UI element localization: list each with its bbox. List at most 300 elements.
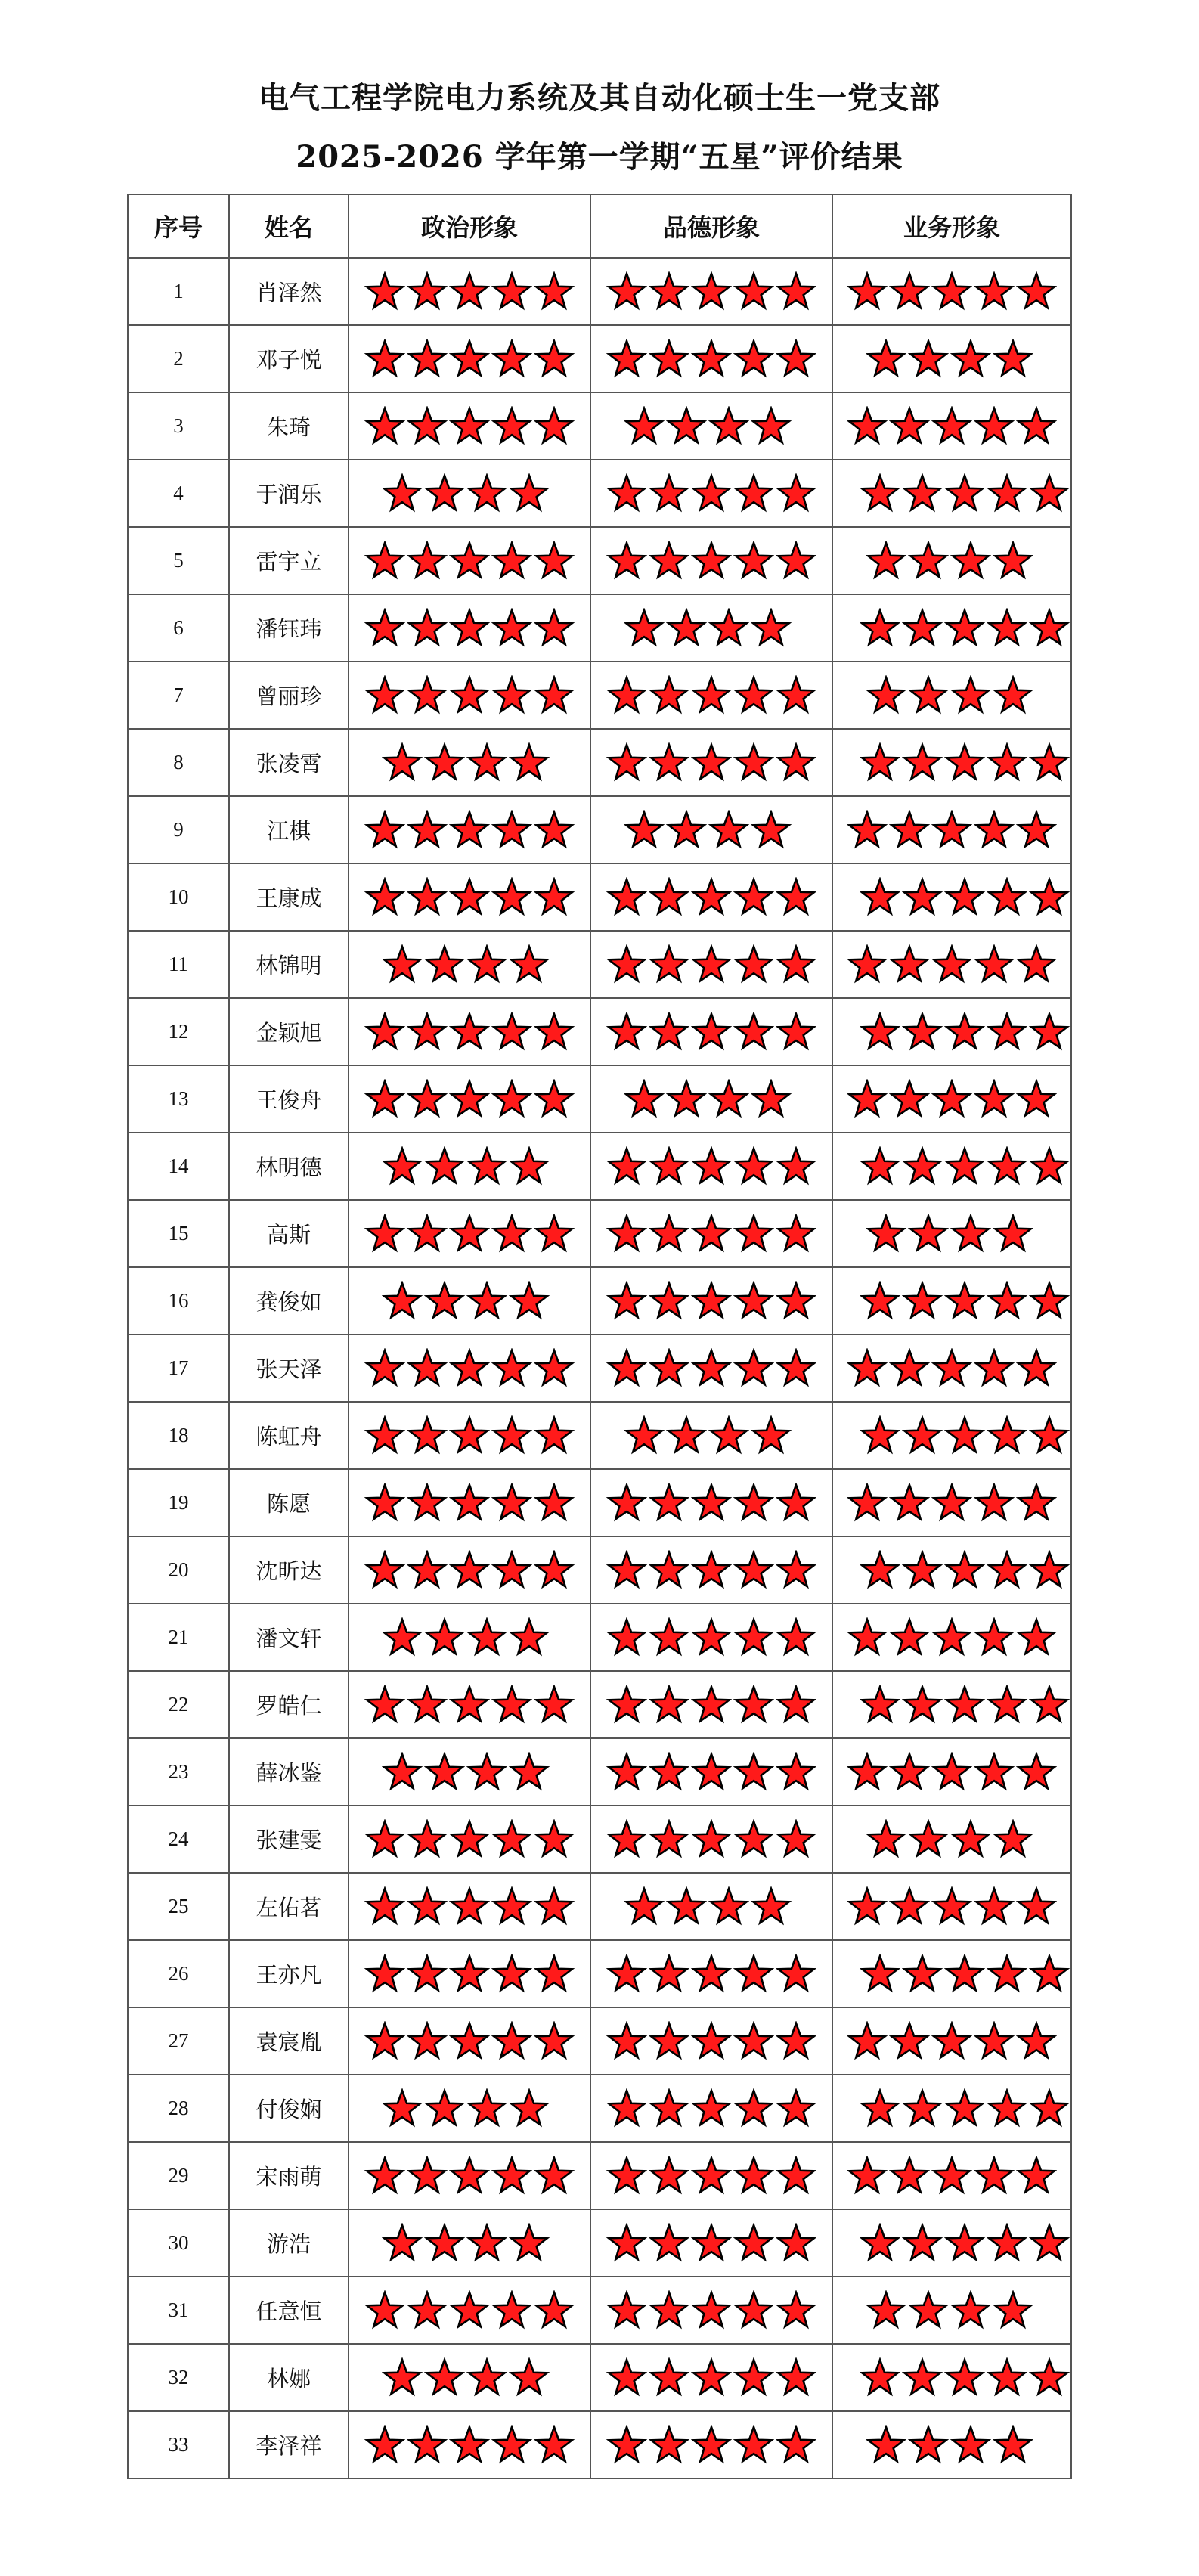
red-star-icon: [860, 473, 900, 514]
rating-political: [349, 1671, 590, 1738]
red-star-icon: [751, 406, 792, 447]
red-star-icon: [466, 2088, 507, 2129]
star-rating-moral: [591, 1672, 832, 1737]
star-rating-moral: [591, 2143, 832, 2209]
red-star-icon: [691, 2021, 732, 2062]
red-star-icon: [866, 2425, 906, 2466]
red-star-icon: [509, 1281, 550, 1322]
red-star-icon: [491, 1954, 532, 1995]
red-star-icon: [1029, 877, 1070, 918]
star-rating-moral: [591, 1268, 832, 1334]
star-rating-moral: [591, 932, 832, 997]
red-star-icon: [491, 2021, 532, 2062]
red-star-icon: [691, 271, 732, 312]
red-star-icon: [449, 406, 490, 447]
red-star-icon: [649, 2021, 689, 2062]
star-rating-moral: [591, 1941, 832, 2007]
star-rating-professional: [833, 1537, 1070, 1603]
red-star-icon: [944, 877, 985, 918]
red-star-icon: [649, 541, 689, 581]
red-star-icon: [649, 2088, 689, 2129]
red-star-icon: [449, 1348, 490, 1389]
star-rating-moral: [591, 595, 832, 661]
red-star-icon: [606, 2088, 647, 2129]
red-star-icon: [691, 877, 732, 918]
red-star-icon: [974, 1752, 1015, 1793]
red-star-icon: [1016, 271, 1057, 312]
red-star-icon: [491, 271, 532, 312]
rating-political: [349, 594, 590, 662]
red-star-icon: [364, 541, 405, 581]
rating-professional: [832, 998, 1071, 1065]
star-rating-moral: [591, 662, 832, 728]
red-star-icon: [860, 2088, 900, 2129]
red-star-icon: [364, 675, 405, 716]
red-star-icon: [860, 1146, 900, 1187]
member-name: 陈愿: [229, 1469, 349, 1536]
red-star-icon: [534, 1685, 575, 1725]
red-star-icon: [606, 1012, 647, 1052]
red-star-icon: [649, 1617, 689, 1658]
red-star-icon: [1016, 1886, 1057, 1927]
star-rating-moral: [591, 2412, 832, 2478]
rating-political: [349, 1065, 590, 1133]
star-rating-moral: [591, 2277, 832, 2343]
red-star-icon: [776, 675, 816, 716]
red-star-icon: [860, 2223, 900, 2264]
red-star-icon: [847, 1752, 888, 1793]
member-name: 林锦明: [229, 931, 349, 998]
table-row: [128, 2411, 1071, 2478]
red-star-icon: [534, 877, 575, 918]
star-rating-professional: [833, 797, 1070, 863]
red-star-icon: [534, 1079, 575, 1120]
star-rating-professional: [833, 460, 1070, 526]
red-star-icon: [534, 1348, 575, 1389]
star-rating-political: [349, 730, 590, 795]
red-star-icon: [666, 1079, 707, 1120]
red-star-icon: [606, 1146, 647, 1187]
star-rating-moral: [591, 1403, 832, 1468]
red-star-icon: [847, 1617, 888, 1658]
row-number: 17: [128, 1334, 229, 1402]
red-star-icon: [691, 2290, 732, 2331]
red-star-icon: [691, 2425, 732, 2466]
rating-moral: [590, 258, 832, 325]
member-name: 朱琦: [229, 392, 349, 460]
red-star-icon: [931, 1348, 972, 1389]
row-number: 20: [128, 1536, 229, 1604]
star-rating-moral: [591, 460, 832, 526]
row-number: 2: [128, 325, 229, 392]
row-number: 25: [128, 1873, 229, 1940]
red-star-icon: [860, 1012, 900, 1052]
red-star-icon: [776, 2156, 816, 2196]
rating-political: [349, 1604, 590, 1671]
rating-political: [349, 931, 590, 998]
red-star-icon: [449, 2021, 490, 2062]
rating-professional: [832, 2411, 1071, 2478]
red-star-icon: [424, 742, 465, 783]
red-star-icon: [364, 406, 405, 447]
red-star-icon: [902, 2223, 943, 2264]
star-rating-professional: [833, 662, 1070, 728]
red-star-icon: [776, 944, 816, 985]
red-star-icon: [606, 2357, 647, 2398]
star-rating-professional: [833, 393, 1070, 459]
red-star-icon: [733, 1954, 774, 1995]
row-number: 12: [128, 998, 229, 1065]
star-rating-professional: [833, 2412, 1070, 2478]
star-rating-political: [349, 2008, 590, 2074]
red-star-icon: [733, 2223, 774, 2264]
red-star-icon: [860, 608, 900, 649]
rating-political: [349, 796, 590, 863]
red-star-icon: [691, 473, 732, 514]
red-star-icon: [691, 541, 732, 581]
red-star-icon: [509, 742, 550, 783]
member-name: 王康成: [229, 863, 349, 931]
row-number: 29: [128, 2142, 229, 2209]
row-number: 14: [128, 1133, 229, 1200]
red-star-icon: [364, 1214, 405, 1254]
row-number: 7: [128, 662, 229, 729]
row-number: 16: [128, 1267, 229, 1334]
rating-professional: [832, 1536, 1071, 1604]
rating-moral: [590, 931, 832, 998]
red-star-icon: [407, 2425, 448, 2466]
red-star-icon: [449, 271, 490, 312]
rating-professional: [832, 527, 1071, 594]
rating-moral: [590, 1334, 832, 1402]
rating-moral: [590, 1940, 832, 2007]
red-star-icon: [407, 2021, 448, 2062]
red-star-icon: [733, 339, 774, 380]
red-star-icon: [407, 1012, 448, 1052]
red-star-icon: [449, 2156, 490, 2196]
rating-moral: [590, 1200, 832, 1267]
red-star-icon: [407, 608, 448, 649]
red-star-icon: [944, 1954, 985, 1995]
rating-professional: [832, 1671, 1071, 1738]
red-star-icon: [987, 2088, 1027, 2129]
star-rating-political: [349, 393, 590, 459]
rating-professional: [832, 1873, 1071, 1940]
red-star-icon: [606, 877, 647, 918]
star-rating-moral: [591, 1470, 832, 1536]
red-star-icon: [534, 339, 575, 380]
star-rating-political: [349, 797, 590, 863]
red-star-icon: [606, 1819, 647, 1860]
red-star-icon: [908, 2425, 949, 2466]
rating-political: [349, 1536, 590, 1604]
red-star-icon: [649, 339, 689, 380]
red-star-icon: [987, 742, 1027, 783]
rating-political: [349, 1267, 590, 1334]
red-star-icon: [649, 2156, 689, 2196]
rating-moral: [590, 998, 832, 1065]
member-name: 王亦凡: [229, 1940, 349, 2007]
table-row: [128, 2344, 1071, 2411]
rating-professional: [832, 931, 1071, 998]
star-rating-political: [349, 1672, 590, 1737]
red-star-icon: [649, 1954, 689, 1995]
red-star-icon: [449, 1954, 490, 1995]
red-star-icon: [424, 473, 465, 514]
red-star-icon: [902, 1281, 943, 1322]
red-star-icon: [974, 1079, 1015, 1120]
red-star-icon: [649, 2357, 689, 2398]
red-star-icon: [606, 1617, 647, 1658]
red-star-icon: [931, 1886, 972, 1927]
member-name: 袁宸胤: [229, 2007, 349, 2075]
red-star-icon: [889, 1483, 930, 1524]
star-rating-moral: [591, 999, 832, 1065]
red-star-icon: [860, 1281, 900, 1322]
red-star-icon: [847, 2156, 888, 2196]
red-star-icon: [691, 742, 732, 783]
star-rating-professional: [833, 1604, 1070, 1670]
red-star-icon: [691, 2223, 732, 2264]
header-professional: 业务形象: [832, 194, 1071, 258]
red-star-icon: [649, 877, 689, 918]
red-star-icon: [491, 1886, 532, 1927]
member-name: 沈昕达: [229, 1536, 349, 1604]
member-name: 王俊舟: [229, 1065, 349, 1133]
table-row: [128, 1604, 1071, 1671]
star-rating-political: [349, 1739, 590, 1805]
rating-professional: [832, 325, 1071, 392]
red-star-icon: [776, 473, 816, 514]
red-star-icon: [733, 1550, 774, 1591]
red-star-icon: [606, 1752, 647, 1793]
star-rating-professional: [833, 1672, 1070, 1737]
red-star-icon: [776, 1348, 816, 1389]
red-star-icon: [847, 2021, 888, 2062]
red-star-icon: [944, 1415, 985, 1456]
rating-professional: [832, 1738, 1071, 1806]
red-star-icon: [908, 541, 949, 581]
red-star-icon: [902, 1146, 943, 1187]
red-star-icon: [534, 1214, 575, 1254]
rating-moral: [590, 2411, 832, 2478]
rating-political: [349, 2007, 590, 2075]
rating-political: [349, 392, 590, 460]
rating-moral: [590, 2142, 832, 2209]
red-star-icon: [902, 1685, 943, 1725]
red-star-icon: [751, 608, 792, 649]
rating-moral: [590, 729, 832, 796]
rating-professional: [832, 2075, 1071, 2142]
star-rating-professional: [833, 326, 1070, 392]
rating-political: [349, 1402, 590, 1469]
red-star-icon: [364, 339, 405, 380]
star-rating-moral: [591, 528, 832, 594]
rating-political: [349, 1738, 590, 1806]
rating-political: [349, 460, 590, 527]
red-star-icon: [950, 1214, 991, 1254]
table-row: [128, 1402, 1071, 1469]
star-rating-professional: [833, 2277, 1070, 2343]
red-star-icon: [987, 1012, 1027, 1052]
table-row: [128, 863, 1071, 931]
red-star-icon: [606, 2290, 647, 2331]
table-row: [128, 1469, 1071, 1536]
red-star-icon: [1029, 742, 1070, 783]
red-star-icon: [382, 1146, 423, 1187]
red-star-icon: [1016, 1617, 1057, 1658]
red-star-icon: [987, 1685, 1027, 1725]
red-star-icon: [606, 2425, 647, 2466]
red-star-icon: [733, 1617, 774, 1658]
red-star-icon: [1029, 1146, 1070, 1187]
red-star-icon: [776, 1550, 816, 1591]
rating-moral: [590, 1873, 832, 1940]
red-star-icon: [776, 2357, 816, 2398]
row-number: 19: [128, 1469, 229, 1536]
red-star-icon: [931, 810, 972, 851]
red-star-icon: [1029, 1012, 1070, 1052]
rating-political: [349, 1873, 590, 1940]
red-star-icon: [606, 2223, 647, 2264]
red-star-icon: [624, 1886, 665, 1927]
red-star-icon: [491, 675, 532, 716]
red-star-icon: [902, 1550, 943, 1591]
red-star-icon: [708, 810, 749, 851]
star-rating-political: [349, 1470, 590, 1536]
red-star-icon: [866, 1819, 906, 1860]
red-star-icon: [491, 2156, 532, 2196]
header-name: 姓名: [229, 194, 349, 258]
star-rating-moral: [591, 2008, 832, 2074]
star-rating-professional: [833, 2143, 1070, 2209]
red-star-icon: [649, 2290, 689, 2331]
red-star-icon: [407, 406, 448, 447]
red-star-icon: [987, 1415, 1027, 1456]
star-rating-political: [349, 1268, 590, 1334]
red-star-icon: [606, 1685, 647, 1725]
red-star-icon: [449, 1550, 490, 1591]
rating-political: [349, 1806, 590, 1873]
rating-political: [349, 527, 590, 594]
red-star-icon: [424, 1281, 465, 1322]
star-rating-political: [349, 864, 590, 930]
star-rating-political: [349, 1201, 590, 1266]
member-name: 任意恒: [229, 2277, 349, 2344]
star-rating-political: [349, 595, 590, 661]
red-star-icon: [364, 2290, 405, 2331]
red-star-icon: [407, 1214, 448, 1254]
red-star-icon: [733, 1819, 774, 1860]
red-star-icon: [987, 1550, 1027, 1591]
red-star-icon: [491, 2425, 532, 2466]
red-star-icon: [987, 2223, 1027, 2264]
red-star-icon: [606, 339, 647, 380]
star-rating-political: [349, 2210, 590, 2276]
red-star-icon: [776, 1617, 816, 1658]
star-rating-moral: [591, 1874, 832, 1939]
red-star-icon: [776, 1146, 816, 1187]
red-star-icon: [491, 608, 532, 649]
red-star-icon: [649, 1214, 689, 1254]
red-star-icon: [691, 1752, 732, 1793]
rating-moral: [590, 460, 832, 527]
red-star-icon: [382, 2088, 423, 2129]
red-star-icon: [407, 1483, 448, 1524]
red-star-icon: [491, 406, 532, 447]
red-star-icon: [847, 271, 888, 312]
red-star-icon: [424, 1617, 465, 1658]
header-political: 政治形象: [349, 194, 590, 258]
red-star-icon: [466, 944, 507, 985]
red-star-icon: [691, 1685, 732, 1725]
star-rating-political: [349, 1335, 590, 1401]
member-name: 高斯: [229, 1200, 349, 1267]
red-star-icon: [424, 1752, 465, 1793]
red-star-icon: [1016, 810, 1057, 851]
rating-professional: [832, 1604, 1071, 1671]
star-rating-professional: [833, 999, 1070, 1065]
red-star-icon: [407, 1550, 448, 1591]
red-star-icon: [666, 608, 707, 649]
rating-political: [349, 729, 590, 796]
red-star-icon: [449, 339, 490, 380]
star-rating-political: [349, 1874, 590, 1939]
rating-political: [349, 2344, 590, 2411]
red-star-icon: [776, 1012, 816, 1052]
red-star-icon: [364, 877, 405, 918]
table-row: [128, 1536, 1071, 1604]
red-star-icon: [649, 1146, 689, 1187]
row-number: 30: [128, 2209, 229, 2277]
row-number: 6: [128, 594, 229, 662]
star-rating-moral: [591, 1604, 832, 1670]
red-star-icon: [993, 2425, 1033, 2466]
red-star-icon: [776, 2088, 816, 2129]
row-number: 3: [128, 392, 229, 460]
table-row: [128, 527, 1071, 594]
rating-moral: [590, 2007, 832, 2075]
member-name: 肖泽然: [229, 258, 349, 325]
red-star-icon: [691, 2156, 732, 2196]
star-rating-professional: [833, 2008, 1070, 2074]
header-moral: 品德形象: [590, 194, 832, 258]
rating-political: [349, 1469, 590, 1536]
red-star-icon: [889, 1886, 930, 1927]
red-star-icon: [866, 339, 906, 380]
red-star-icon: [866, 2290, 906, 2331]
red-star-icon: [534, 810, 575, 851]
red-star-icon: [424, 1146, 465, 1187]
red-star-icon: [847, 1348, 888, 1389]
rating-professional: [832, 729, 1071, 796]
red-star-icon: [931, 2156, 972, 2196]
red-star-icon: [407, 339, 448, 380]
red-star-icon: [944, 2223, 985, 2264]
red-star-icon: [950, 541, 991, 581]
red-star-icon: [860, 1550, 900, 1591]
red-star-icon: [776, 1214, 816, 1254]
red-star-icon: [733, 1685, 774, 1725]
star-rating-political: [349, 1806, 590, 1872]
red-star-icon: [733, 944, 774, 985]
star-rating-moral: [591, 326, 832, 392]
red-star-icon: [1016, 406, 1057, 447]
rating-professional: [832, 796, 1071, 863]
table-row: [128, 1200, 1071, 1267]
red-star-icon: [1016, 1483, 1057, 1524]
red-star-icon: [534, 1550, 575, 1591]
